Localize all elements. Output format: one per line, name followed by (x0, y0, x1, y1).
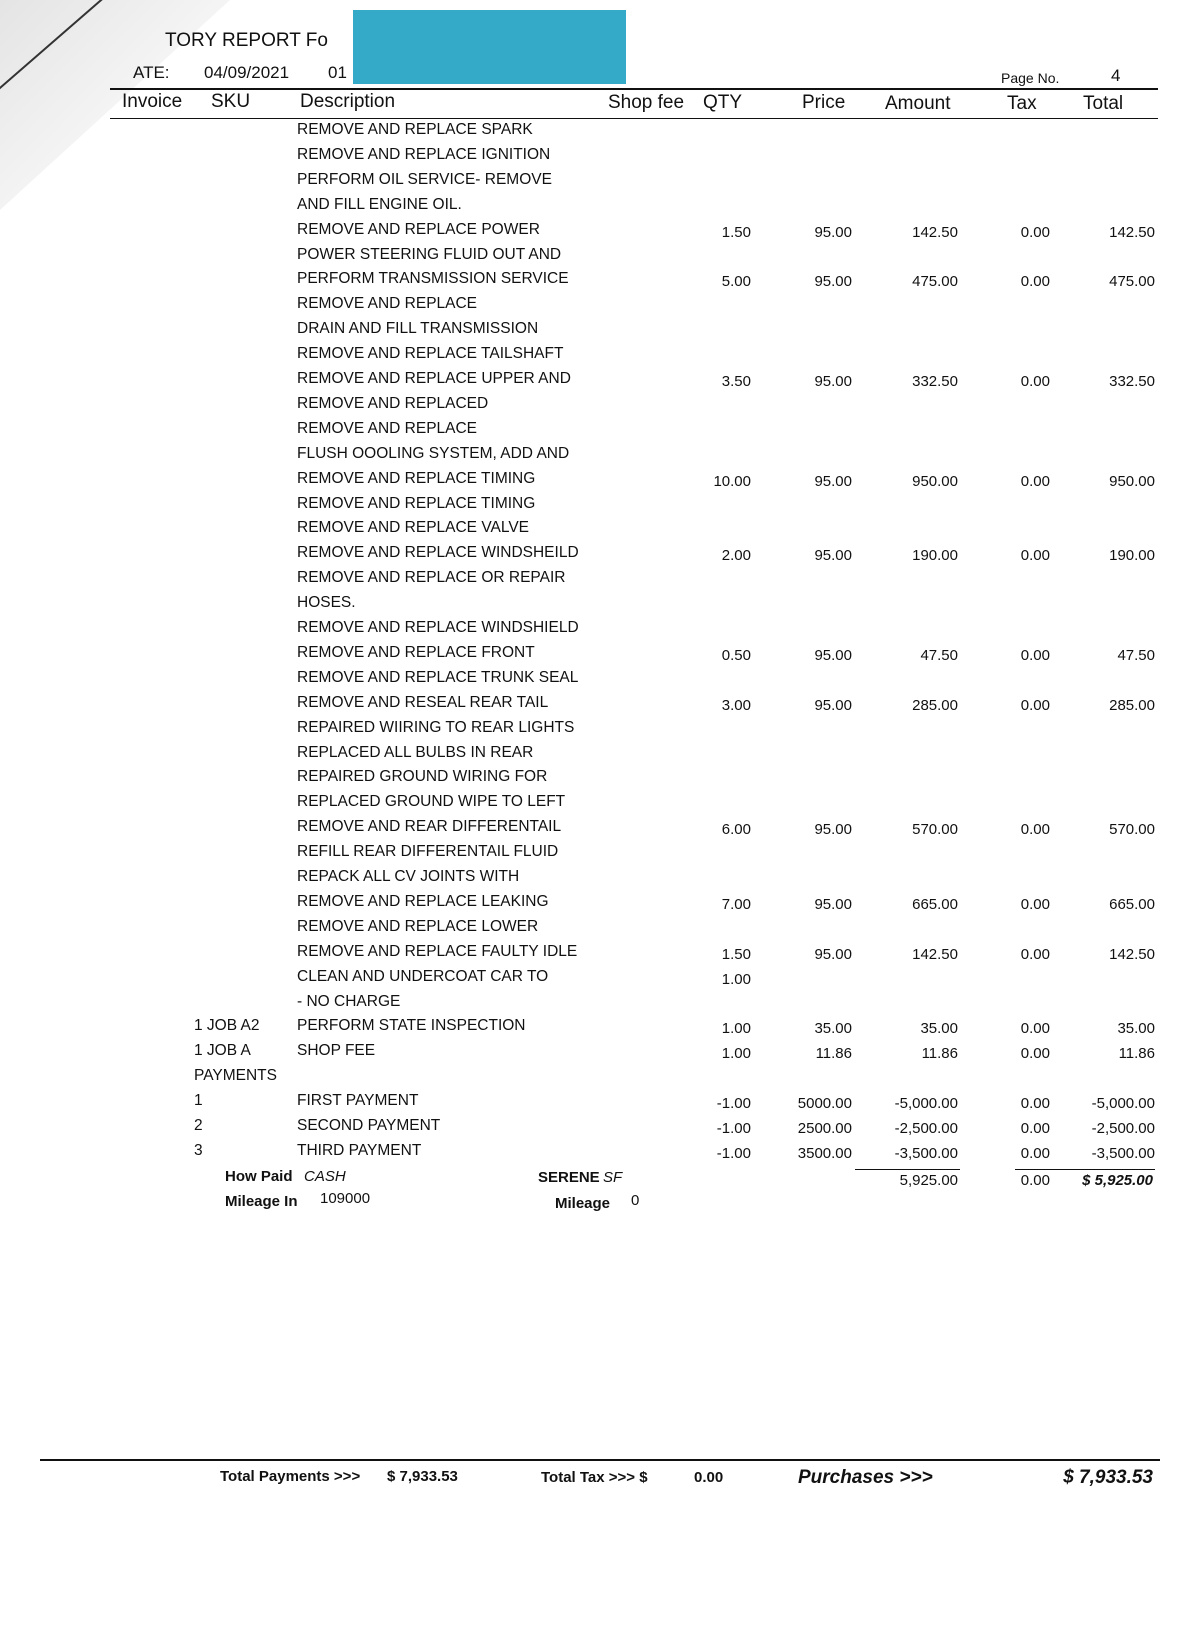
line-total: 475.00 (1109, 273, 1155, 291)
line-description: REPAIRED WIIRING TO REAR LIGHTS (297, 718, 575, 736)
line-description: SECOND PAYMENT (297, 1117, 441, 1134)
column-header-sku: SKU (211, 91, 251, 112)
line-amount: 570.00 (912, 821, 958, 839)
line-description: SHOP FEE (297, 1042, 376, 1060)
line-tax: 0.00 (1020, 1095, 1050, 1113)
line-price: 95.00 (814, 472, 852, 490)
line-amount: 47.50 (920, 646, 958, 664)
line-amount: -3,500.00 (894, 1144, 958, 1162)
column-header-invoice: Invoice (122, 91, 183, 112)
purchases-value: $ 7,933.53 (1063, 1467, 1153, 1488)
line-qty: 1.50 (721, 945, 751, 963)
line-description: REMOVE AND REPLACE IGNITION (297, 145, 551, 163)
line-description: REMOVE AND RESEAL REAR TAIL (297, 693, 549, 711)
line-price: 95.00 (814, 646, 852, 664)
line-description: REMOVE AND REPLACE UPPER AND (297, 370, 571, 387)
line-description: POWER STEERING FLUID OUT AND (297, 245, 562, 263)
line-description: THIRD PAYMENT (297, 1141, 422, 1159)
line-price: 11.86 (815, 1045, 852, 1063)
line-qty: -1.00 (716, 1095, 751, 1113)
column-header-tax: Tax (1007, 93, 1037, 114)
serene-label: SERENE (538, 1169, 600, 1186)
line-qty: 3.50 (721, 373, 751, 390)
line-qty: 6.00 (721, 821, 751, 839)
line-price: 95.00 (814, 895, 852, 913)
line-total: 11.86 (1118, 1045, 1155, 1063)
how-paid-label: How Paid (225, 1168, 293, 1185)
line-description: REMOVE AND REPLACED (297, 394, 489, 412)
line-description: REMOVE AND REPLACE FRONT (297, 643, 535, 661)
line-qty: 1.00 (721, 1045, 751, 1063)
line-description: REMOVE AND REPLACE (297, 419, 478, 437)
line-description: REMOVE AND REPLACE FAULTY IDLE (297, 942, 578, 960)
line-price: 95.00 (814, 547, 852, 565)
line-qty: 0.50 (721, 646, 751, 664)
line-description: - NO CHARGE (297, 992, 401, 1010)
mileage-label: Mileage (555, 1195, 611, 1212)
line-description: REMOVE AND REPLACE POWER (297, 220, 540, 238)
total-payments-value: $ 7,933.53 (387, 1468, 458, 1485)
page-number: 4 (1111, 66, 1121, 85)
line-tax: 0.00 (1020, 547, 1050, 565)
line-description: REMOVE AND REPLACE LEAKING (297, 892, 549, 910)
line-sku: 1 (194, 1092, 203, 1110)
redaction-block (353, 10, 626, 84)
mileage-value: 0 (631, 1192, 640, 1209)
line-tax: 0.00 (1020, 696, 1050, 714)
line-description: REFILL REAR DIFFERENTAIL FLUID (297, 843, 559, 861)
report-title: TORY REPORT Fo (165, 30, 328, 51)
line-price: 95.00 (814, 373, 852, 390)
total-subtotal-rule (1015, 1169, 1155, 1170)
line-description: PERFORM STATE INSPECTION (297, 1017, 526, 1035)
line-total: -5,000.00 (1091, 1095, 1155, 1113)
mileage-in-value: 109000 (320, 1190, 371, 1207)
line-tax: 0.00 (1020, 373, 1050, 390)
line-description: REPLACED ALL BULBS IN REAR (297, 743, 534, 761)
line-amount: 190.00 (912, 547, 958, 565)
line-amount: 11.86 (921, 1045, 958, 1063)
line-amount: 285.00 (912, 696, 958, 714)
line-description: REMOVE AND REPLACE VALVE (297, 519, 530, 537)
line-qty: 1.00 (721, 1020, 751, 1038)
line-amount: 142.50 (912, 223, 958, 241)
line-total: 142.50 (1109, 945, 1155, 963)
line-qty: 5.00 (721, 273, 751, 291)
line-sku: PAYMENTS (194, 1067, 277, 1085)
header-top-rule (110, 88, 1158, 90)
total-payments-label: Total Payments >>> (220, 1468, 361, 1485)
column-header-qty: QTY (703, 92, 743, 113)
total-tax-label: Total Tax >>> $ (541, 1469, 648, 1486)
line-price: 35.00 (814, 1020, 852, 1038)
line-description: REMOVE AND REAR DIFFERENTAIL (297, 818, 562, 836)
line-amount: 35.00 (920, 1020, 958, 1038)
line-price: 95.00 (814, 696, 852, 714)
line-description: REMOVE AND REPLACE TRUNK SEAL (297, 668, 579, 686)
line-price: 95.00 (814, 945, 852, 963)
line-qty: 7.00 (721, 895, 751, 913)
column-header-shop-fee: Shop fee (608, 92, 685, 113)
subtotal-amount: 5,925.00 (899, 1172, 958, 1189)
line-description: CLEAN AND UNDERCOAT CAR TO (297, 967, 549, 985)
line-description: REPAIRED GROUND WIRING FOR (297, 768, 548, 786)
line-qty: 1.00 (721, 970, 751, 988)
line-total: 47.50 (1117, 646, 1155, 664)
amount-subtotal-rule (855, 1169, 960, 1170)
line-description: AND FILL ENGINE OIL. (297, 195, 462, 213)
line-description: REMOVE AND REPLACE WINDSHEILD (297, 544, 579, 562)
line-description: REMOVE AND REPLACE (297, 295, 478, 313)
line-qty: 1.50 (721, 223, 751, 241)
total-tax-value: 0.00 (694, 1469, 724, 1486)
line-sku: 1 JOB A (194, 1042, 251, 1060)
line-amount: 475.00 (912, 273, 958, 291)
line-amount: 142.50 (912, 945, 958, 963)
line-sku: 2 (194, 1117, 203, 1134)
line-tax: 0.00 (1020, 223, 1050, 241)
column-header-price: Price (802, 92, 846, 113)
line-tax: 0.00 (1020, 1144, 1050, 1162)
line-price: 3500.00 (797, 1144, 852, 1162)
column-header-description: Description (300, 91, 396, 112)
line-description: PERFORM TRANSMISSION SERVICE (297, 270, 569, 288)
line-description: REMOVE AND REPLACE OR REPAIR (297, 569, 566, 587)
line-amount: -5,000.00 (894, 1095, 958, 1113)
subtotal-tax: 0.00 (1020, 1172, 1050, 1189)
line-sku: 3 (194, 1141, 203, 1159)
line-tax: 0.00 (1020, 273, 1050, 291)
line-description: FIRST PAYMENT (297, 1092, 419, 1110)
line-amount: 950.00 (912, 472, 958, 490)
line-tax: 0.00 (1020, 945, 1050, 963)
line-total: 950.00 (1109, 472, 1155, 490)
date-label: ATE: (133, 63, 170, 82)
line-price: 5000.00 (797, 1095, 852, 1113)
line-description: REMOVE AND REPLACE LOWER (297, 917, 539, 935)
header-bottom-rule (110, 118, 1158, 119)
line-total: 190.00 (1109, 547, 1155, 565)
line-amount: -2,500.00 (894, 1120, 958, 1137)
line-sku: 1 JOB A2 (194, 1017, 260, 1035)
line-description: FLUSH OOOLING SYSTEM, ADD AND (297, 444, 570, 462)
line-tax: 0.00 (1020, 1045, 1050, 1063)
line-qty: -1.00 (716, 1144, 751, 1162)
line-price: 2500.00 (797, 1120, 852, 1137)
line-tax: 0.00 (1020, 472, 1050, 490)
line-price: 95.00 (814, 821, 852, 839)
report-date: 04/09/2021 (204, 63, 290, 82)
line-description: REMOVE AND REPLACE TAILSHAFT (297, 345, 564, 363)
column-header-total: Total (1083, 93, 1124, 114)
line-qty: -1.00 (716, 1120, 751, 1137)
line-total: 570.00 (1109, 821, 1155, 839)
line-price: 95.00 (814, 223, 852, 241)
subtotal-total: $ 5,925.00 (1082, 1172, 1153, 1189)
line-description: REMOVE AND REPLACE SPARK (297, 121, 533, 138)
line-description: DRAIN AND FILL TRANSMISSION (297, 320, 539, 338)
line-price: 95.00 (814, 273, 852, 291)
line-tax: 0.00 (1020, 895, 1050, 913)
line-description: HOSES. (297, 594, 356, 612)
line-amount: 332.50 (912, 373, 958, 390)
serene-value: SF (603, 1169, 623, 1186)
line-description: REPACK ALL CV JOINTS WITH (297, 868, 520, 885)
line-total: -2,500.00 (1091, 1120, 1155, 1137)
page-number-label: Page No. (1001, 70, 1060, 86)
purchases-label: Purchases >>> (798, 1467, 933, 1488)
line-amount: 665.00 (912, 895, 958, 913)
footer-rule (40, 1459, 1160, 1461)
line-total: 665.00 (1109, 895, 1155, 913)
mileage-in-label: Mileage In (225, 1193, 298, 1210)
line-description: PERFORM OIL SERVICE- REMOVE (297, 170, 552, 188)
line-tax: 0.00 (1020, 1120, 1050, 1137)
line-tax: 0.00 (1020, 646, 1050, 664)
line-qty: 2.00 (721, 547, 751, 565)
column-header-amount: Amount (885, 93, 951, 114)
how-paid-value: CASH (304, 1168, 346, 1185)
line-total: -3,500.00 (1091, 1144, 1155, 1162)
line-total: 142.50 (1109, 223, 1155, 241)
line-description: REPLACED GROUND WIPE TO LEFT (297, 793, 566, 811)
line-description: REMOVE AND REPLACE TIMING (297, 469, 536, 487)
line-total: 285.00 (1109, 696, 1155, 714)
report-time-fragment: 01 (328, 63, 347, 82)
line-total: 332.50 (1109, 373, 1155, 390)
line-description: REMOVE AND REPLACE WINDSHIELD (297, 619, 579, 636)
line-qty: 3.00 (721, 696, 751, 714)
line-description: REMOVE AND REPLACE TIMING (297, 494, 536, 512)
line-total: 35.00 (1117, 1020, 1155, 1038)
line-tax: 0.00 (1020, 821, 1050, 839)
line-tax: 0.00 (1020, 1020, 1050, 1038)
line-qty: 10.00 (713, 472, 751, 490)
